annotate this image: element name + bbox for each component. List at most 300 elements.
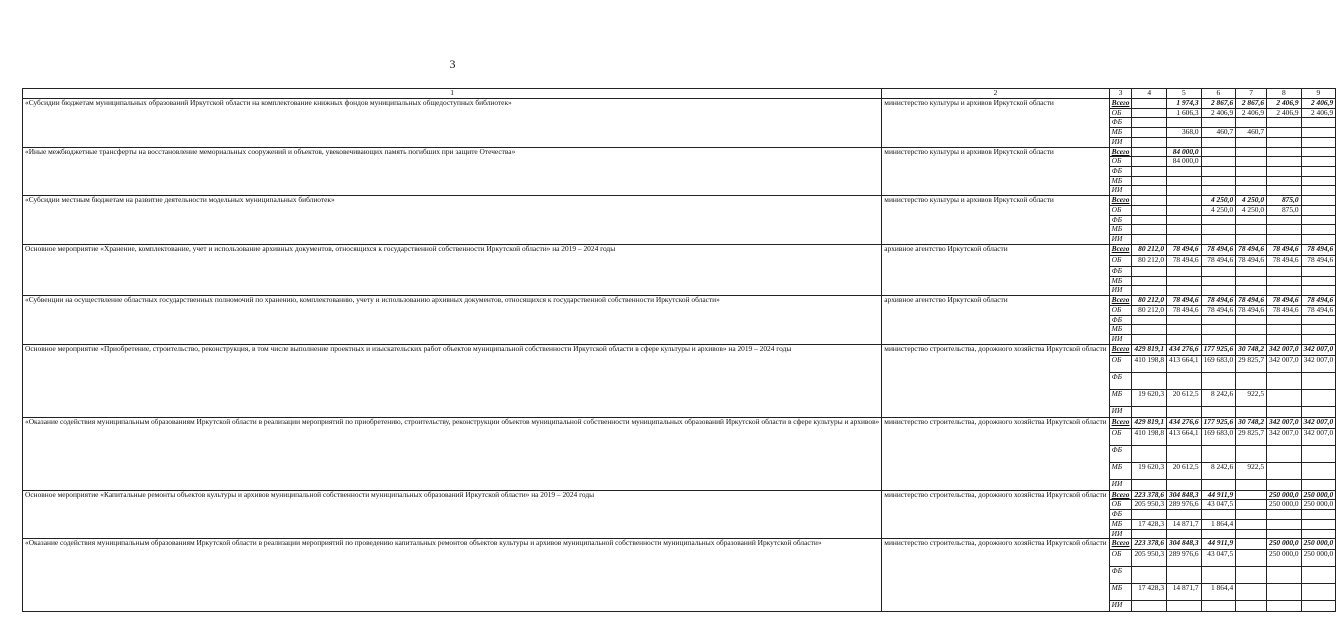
amount-cell: [1301, 519, 1336, 529]
amount-cell: 78 494,6: [1301, 296, 1336, 306]
amount-cell: [1132, 601, 1167, 612]
amount-cell: 1 864,4: [1201, 584, 1236, 601]
funding-source: ИИ: [1109, 137, 1132, 147]
amount-cell: [1267, 176, 1302, 186]
amount-cell: [1267, 406, 1302, 417]
amount-cell: [1301, 215, 1336, 225]
executor-name: министерство строительства, дорожного хозяйства Иркутской области: [882, 490, 1109, 539]
amount-cell: 78 494,6: [1167, 255, 1202, 266]
amount-cell: 250 000,0: [1301, 500, 1336, 510]
executor-name: министерство строительства, дорожного хозяйства Иркутской области: [882, 539, 1109, 612]
amount-cell: 250 000,0: [1267, 500, 1302, 510]
amount-cell: [1301, 166, 1336, 176]
amount-cell: [1132, 567, 1167, 584]
funding-source: МБ: [1109, 584, 1132, 601]
amount-cell: [1132, 266, 1167, 276]
table-row: [23, 344, 1336, 355]
amount-cell: 29 825,7: [1236, 428, 1267, 445]
amount-cell: 8 242,6: [1201, 462, 1236, 479]
table-row: [23, 147, 1336, 157]
funding-source: ФБ: [1109, 215, 1132, 225]
amount-cell: 922,5: [1236, 389, 1267, 406]
funding-source: ФБ: [1109, 510, 1132, 520]
amount-cell: [1201, 176, 1236, 186]
amount-cell: 17 428,3: [1132, 584, 1167, 601]
amount-cell: [1301, 147, 1336, 157]
amount-cell: [1167, 406, 1202, 417]
measure-name: «Иные межбюджетные трансферты на восстановление мемориальных сооружений и объектов, увековечивающих память погибших при защите Отечества»: [23, 147, 882, 196]
amount-cell: [1201, 567, 1236, 584]
funding-source: ОБ: [1109, 355, 1132, 372]
table-row: [23, 296, 1336, 306]
funding-source: Всего: [1109, 490, 1132, 500]
amount-cell: 19 620,3: [1132, 462, 1167, 479]
amount-cell: 342 007,0: [1267, 355, 1302, 372]
amount-cell: [1301, 176, 1336, 186]
amount-cell: 43 047,5: [1201, 500, 1236, 510]
amount-cell: [1132, 205, 1167, 215]
measure-name: «Субвенции на осуществление областных государственных полномочий по хранению, комплектованию, учету и использованию архивных документов, относящихся к государственной собственности Иркутской области»: [23, 296, 882, 345]
amount-cell: [1267, 137, 1302, 147]
amount-cell: 78 494,6: [1236, 305, 1267, 315]
amount-cell: [1132, 372, 1167, 389]
amount-cell: 78 494,6: [1201, 255, 1236, 266]
amount-cell: 922,5: [1236, 462, 1267, 479]
funding-source: ФБ: [1109, 266, 1132, 276]
amount-cell: 17 428,3: [1132, 519, 1167, 529]
funding-source: Всего: [1109, 244, 1132, 255]
amount-cell: [1236, 166, 1267, 176]
amount-cell: [1132, 445, 1167, 462]
column-header: 7: [1236, 89, 1267, 99]
amount-cell: 413 664,1: [1167, 428, 1202, 445]
funding-source: Всего: [1109, 196, 1132, 206]
amount-cell: [1167, 567, 1202, 584]
amount-cell: 78 494,6: [1301, 305, 1336, 315]
amount-cell: [1236, 335, 1267, 345]
amount-cell: 84 000,0: [1167, 157, 1202, 167]
amount-cell: [1267, 462, 1302, 479]
amount-cell: [1167, 510, 1202, 520]
funding-source: МБ: [1109, 225, 1132, 235]
amount-cell: 43 047,5: [1201, 550, 1236, 567]
amount-cell: [1267, 128, 1302, 138]
amount-cell: [1236, 372, 1267, 389]
measure-name: «Субсидии местным бюджетам на развитие деятельности модельных муниципальных библиотек»: [23, 196, 882, 245]
amount-cell: [1236, 500, 1267, 510]
amount-cell: [1267, 215, 1302, 225]
funding-source: ИИ: [1109, 186, 1132, 196]
amount-cell: 304 848,3: [1167, 490, 1202, 500]
amount-cell: [1236, 147, 1267, 157]
amount-cell: [1167, 315, 1202, 325]
amount-cell: [1267, 389, 1302, 406]
amount-cell: 78 494,6: [1201, 244, 1236, 255]
executor-name: министерство культуры и архивов Иркутской области: [882, 147, 1109, 196]
amount-cell: [1301, 372, 1336, 389]
page-number: 3: [449, 57, 456, 71]
amount-cell: 177 925,6: [1201, 417, 1236, 428]
amount-cell: [1267, 479, 1302, 490]
amount-cell: [1301, 128, 1336, 138]
funding-source: ОБ: [1109, 305, 1132, 315]
amount-cell: 4 250,0: [1201, 205, 1236, 215]
amount-cell: 2 406,9: [1301, 108, 1336, 118]
amount-cell: 342 007,0: [1301, 417, 1336, 428]
amount-cell: 20 612,5: [1167, 389, 1202, 406]
amount-cell: [1301, 445, 1336, 462]
amount-cell: 2 867,6: [1201, 98, 1236, 108]
measure-name: «Оказание содействия муниципальным образованиям Иркутской области в реализации мероприятий по приобретению, строительству, реконструкции объектов муниципальной собственности муниципальных образований Иркутской области в сфере культуры и архивов»: [23, 417, 882, 490]
executor-name: архивное агентство Иркутской области: [882, 244, 1109, 295]
amount-cell: 30 748,2: [1236, 417, 1267, 428]
amount-cell: 78 494,6: [1201, 296, 1236, 306]
funding-source: ОБ: [1109, 500, 1132, 510]
amount-cell: [1132, 118, 1167, 128]
amount-cell: 434 276,6: [1167, 417, 1202, 428]
amount-cell: 1 974,3: [1167, 98, 1202, 108]
amount-cell: 342 007,0: [1267, 344, 1302, 355]
amount-cell: 2 406,9: [1201, 108, 1236, 118]
funding-source: ФБ: [1109, 118, 1132, 128]
amount-cell: [1267, 118, 1302, 128]
amount-cell: [1236, 157, 1267, 167]
amount-cell: [1267, 335, 1302, 345]
funding-source: МБ: [1109, 325, 1132, 335]
amount-cell: [1267, 147, 1302, 157]
amount-cell: [1267, 325, 1302, 335]
amount-cell: 78 494,6: [1267, 255, 1302, 266]
amount-cell: [1132, 137, 1167, 147]
funding-source: ФБ: [1109, 567, 1132, 584]
amount-cell: 78 494,6: [1236, 244, 1267, 255]
amount-cell: 342 007,0: [1301, 344, 1336, 355]
amount-cell: 78 494,6: [1167, 305, 1202, 315]
amount-cell: [1301, 235, 1336, 245]
amount-cell: 44 911,9: [1201, 539, 1236, 550]
amount-cell: 78 494,6: [1301, 255, 1336, 266]
funding-source: ФБ: [1109, 315, 1132, 325]
column-header: 8: [1267, 89, 1302, 99]
funding-source: Всего: [1109, 98, 1132, 108]
amount-cell: 205 950,3: [1132, 500, 1167, 510]
amount-cell: [1201, 325, 1236, 335]
amount-cell: 8 242,6: [1201, 389, 1236, 406]
amount-cell: 169 683,0: [1201, 355, 1236, 372]
amount-cell: 30 748,2: [1236, 344, 1267, 355]
executor-name: министерство строительства, дорожного хозяйства Иркутской области: [882, 344, 1109, 417]
table-row: [23, 417, 1336, 428]
amount-cell: 14 871,7: [1167, 584, 1202, 601]
amount-cell: [1132, 510, 1167, 520]
amount-cell: [1301, 335, 1336, 345]
amount-cell: [1236, 529, 1267, 539]
amount-cell: 78 494,6: [1267, 244, 1302, 255]
amount-cell: 342 007,0: [1301, 428, 1336, 445]
amount-cell: [1236, 445, 1267, 462]
funding-source: МБ: [1109, 276, 1132, 286]
amount-cell: [1301, 567, 1336, 584]
amount-cell: 429 819,1: [1132, 344, 1167, 355]
amount-cell: 368,0: [1167, 128, 1202, 138]
amount-cell: [1301, 479, 1336, 490]
amount-cell: [1236, 490, 1267, 500]
amount-cell: 250 000,0: [1301, 550, 1336, 567]
amount-cell: 20 612,5: [1167, 462, 1202, 479]
amount-cell: [1167, 176, 1202, 186]
amount-cell: [1236, 567, 1267, 584]
amount-cell: [1267, 266, 1302, 276]
amount-cell: 223 378,6: [1132, 539, 1167, 550]
column-header: 4: [1132, 89, 1167, 99]
amount-cell: [1167, 372, 1202, 389]
amount-cell: [1167, 479, 1202, 490]
amount-cell: [1132, 157, 1167, 167]
column-header: 1: [23, 89, 882, 99]
amount-cell: 2 406,9: [1267, 98, 1302, 108]
amount-cell: [1201, 601, 1236, 612]
amount-cell: 4 250,0: [1201, 196, 1236, 206]
measure-name: «Субсидии бюджетам муниципальных образований Иркутской области на комплектование книжных фондов муниципальных общедоступных библиотек»: [23, 98, 882, 147]
amount-cell: [1132, 325, 1167, 335]
amount-cell: 875,0: [1267, 205, 1302, 215]
table-row: [23, 98, 1336, 108]
amount-cell: [1132, 225, 1167, 235]
amount-cell: [1301, 196, 1336, 206]
funding-source: Всего: [1109, 344, 1132, 355]
amount-cell: [1132, 406, 1167, 417]
amount-cell: [1167, 205, 1202, 215]
amount-cell: [1267, 567, 1302, 584]
amount-cell: 4 250,0: [1236, 205, 1267, 215]
amount-cell: 429 819,1: [1132, 417, 1167, 428]
funding-source: ОБ: [1109, 157, 1132, 167]
measure-name: Основное мероприятие «Хранение, комплектование, учет и использование архивных документов, относящихся к государственной собственности Иркутской области» на 2019 – 2024 годы: [23, 244, 882, 295]
amount-cell: [1267, 372, 1302, 389]
funding-source: ОБ: [1109, 205, 1132, 215]
amount-cell: [1167, 137, 1202, 147]
amount-cell: 78 494,6: [1236, 296, 1267, 306]
measure-name: Основное мероприятие «Капитальные ремонты объектов культуры и архивов муниципальной собственности муниципальных образований Иркутской области» на 2019 – 2024 годы: [23, 490, 882, 539]
amount-cell: [1301, 325, 1336, 335]
amount-cell: [1201, 276, 1236, 286]
amount-cell: [1267, 510, 1302, 520]
funding-source: ОБ: [1109, 108, 1132, 118]
amount-cell: [1132, 276, 1167, 286]
amount-cell: [1301, 266, 1336, 276]
amount-cell: 2 406,9: [1236, 108, 1267, 118]
amount-cell: 410 198,8: [1132, 428, 1167, 445]
amount-cell: 460,7: [1236, 128, 1267, 138]
amount-cell: [1167, 235, 1202, 245]
executor-name: министерство культуры и архивов Иркутской области: [882, 98, 1109, 147]
measure-name: «Оказание содействия муниципальным образованиям Иркутской области в реализации мероприятий по проведению капитальных ремонтов объектов культуры и архивов муниципальной собственности муниципальных образований Иркутской области»: [23, 539, 882, 612]
amount-cell: 80 212,0: [1132, 296, 1167, 306]
funding-source: Всего: [1109, 147, 1132, 157]
amount-cell: [1132, 108, 1167, 118]
amount-cell: [1201, 147, 1236, 157]
amount-cell: 177 925,6: [1201, 344, 1236, 355]
measure-name: Основное мероприятие «Приобретение, строительство, реконструкция, в том числе выполнение проектных и изыскательских работ объектов муниципальной собственности Иркутской области в сфере культуры и архивов» на 2019 – 2024 годы: [23, 344, 882, 417]
amount-cell: [1301, 276, 1336, 286]
amount-cell: [1132, 235, 1167, 245]
amount-cell: [1301, 118, 1336, 128]
amount-cell: [1301, 584, 1336, 601]
amount-cell: 460,7: [1201, 128, 1236, 138]
amount-cell: [1267, 315, 1302, 325]
amount-cell: [1132, 128, 1167, 138]
amount-cell: [1236, 235, 1267, 245]
amount-cell: [1267, 584, 1302, 601]
amount-cell: 78 494,6: [1236, 255, 1267, 266]
amount-cell: [1301, 510, 1336, 520]
amount-cell: 289 976,6: [1167, 550, 1202, 567]
amount-cell: [1267, 276, 1302, 286]
amount-cell: [1267, 166, 1302, 176]
funding-source: Всего: [1109, 539, 1132, 550]
amount-cell: 2 406,9: [1267, 108, 1302, 118]
executor-name: министерство строительства, дорожного хозяйства Иркутской области: [882, 417, 1109, 490]
column-header: 5: [1167, 89, 1202, 99]
amount-cell: 304 848,3: [1167, 539, 1202, 550]
amount-cell: [1201, 215, 1236, 225]
amount-cell: 78 494,6: [1267, 296, 1302, 306]
amount-cell: [1201, 137, 1236, 147]
amount-cell: 2 406,9: [1301, 98, 1336, 108]
amount-cell: [1167, 335, 1202, 345]
amount-cell: 169 683,0: [1201, 428, 1236, 445]
amount-cell: [1236, 325, 1267, 335]
amount-cell: [1201, 225, 1236, 235]
amount-cell: [1236, 137, 1267, 147]
amount-cell: [1167, 266, 1202, 276]
amount-cell: [1132, 315, 1167, 325]
amount-cell: [1167, 276, 1202, 286]
amount-cell: [1267, 157, 1302, 167]
amount-cell: 410 198,8: [1132, 355, 1167, 372]
amount-cell: [1132, 479, 1167, 490]
amount-cell: [1167, 601, 1202, 612]
amount-cell: [1201, 166, 1236, 176]
amount-cell: 342 007,0: [1267, 428, 1302, 445]
amount-cell: 250 000,0: [1267, 490, 1302, 500]
amount-cell: [1236, 225, 1267, 235]
amount-cell: [1301, 462, 1336, 479]
amount-cell: [1301, 225, 1336, 235]
amount-cell: [1201, 510, 1236, 520]
amount-cell: 80 212,0: [1132, 305, 1167, 315]
amount-cell: [1236, 406, 1267, 417]
amount-cell: 223 378,6: [1132, 490, 1167, 500]
funding-source: ИИ: [1109, 529, 1132, 539]
amount-cell: 875,0: [1267, 196, 1302, 206]
column-header: 3: [1109, 89, 1132, 99]
amount-cell: 1 606,3: [1167, 108, 1202, 118]
amount-cell: [1267, 225, 1302, 235]
amount-cell: [1236, 215, 1267, 225]
amount-cell: 250 000,0: [1301, 490, 1336, 500]
amount-cell: [1236, 479, 1267, 490]
amount-cell: [1132, 335, 1167, 345]
amount-cell: [1267, 235, 1302, 245]
funding-source: МБ: [1109, 176, 1132, 186]
funding-source: МБ: [1109, 462, 1132, 479]
amount-cell: 342 007,0: [1267, 417, 1302, 428]
amount-cell: [1167, 325, 1202, 335]
funding-source: ИИ: [1109, 479, 1132, 490]
funding-source: ОБ: [1109, 428, 1132, 445]
amount-cell: 413 664,1: [1167, 355, 1202, 372]
amount-cell: [1132, 176, 1167, 186]
amount-cell: 14 871,7: [1167, 519, 1202, 529]
amount-cell: 84 000,0: [1167, 147, 1202, 157]
budget-table: [22, 88, 1336, 612]
amount-cell: [1201, 266, 1236, 276]
funding-source: ИИ: [1109, 601, 1132, 612]
amount-cell: 205 950,3: [1132, 550, 1167, 567]
amount-cell: [1236, 601, 1267, 612]
amount-cell: 78 494,6: [1167, 296, 1202, 306]
amount-cell: [1167, 196, 1202, 206]
table-row: [23, 244, 1336, 255]
amount-cell: 78 494,6: [1267, 305, 1302, 315]
amount-cell: 250 000,0: [1301, 539, 1336, 550]
funding-source: ИИ: [1109, 335, 1132, 345]
column-header: 9: [1301, 89, 1336, 99]
amount-cell: [1201, 157, 1236, 167]
amount-cell: 289 976,6: [1167, 500, 1202, 510]
amount-cell: [1301, 315, 1336, 325]
amount-cell: [1201, 335, 1236, 345]
funding-source: Всего: [1109, 417, 1132, 428]
amount-cell: [1132, 166, 1167, 176]
amount-cell: [1132, 186, 1167, 196]
amount-cell: [1167, 186, 1202, 196]
amount-cell: [1132, 196, 1167, 206]
amount-cell: [1267, 519, 1302, 529]
amount-cell: [1236, 539, 1267, 550]
amount-cell: [1167, 166, 1202, 176]
amount-cell: [1167, 225, 1202, 235]
funding-source: ИИ: [1109, 235, 1132, 245]
amount-cell: [1201, 235, 1236, 245]
amount-cell: 80 212,0: [1132, 244, 1167, 255]
amount-cell: 44 911,9: [1201, 490, 1236, 500]
amount-cell: [1301, 186, 1336, 196]
amount-cell: [1132, 215, 1167, 225]
executor-name: архивное агентство Иркутской области: [882, 296, 1109, 345]
amount-cell: 1 864,4: [1201, 519, 1236, 529]
amount-cell: 434 276,6: [1167, 344, 1202, 355]
funding-source: МБ: [1109, 128, 1132, 138]
funding-source: Всего: [1109, 296, 1132, 306]
amount-cell: [1301, 601, 1336, 612]
amount-cell: 78 494,6: [1201, 305, 1236, 315]
amount-cell: [1201, 479, 1236, 490]
amount-cell: 78 494,6: [1301, 244, 1336, 255]
executor-name: министерство культуры и архивов Иркутской области: [882, 196, 1109, 245]
funding-source: ОБ: [1109, 255, 1132, 266]
amount-cell: [1236, 176, 1267, 186]
amount-cell: 4 250,0: [1236, 196, 1267, 206]
amount-cell: [1236, 315, 1267, 325]
amount-cell: 250 000,0: [1267, 539, 1302, 550]
funding-source: ИИ: [1109, 406, 1132, 417]
amount-cell: [1201, 445, 1236, 462]
amount-cell: [1301, 157, 1336, 167]
amount-cell: 342 007,0: [1301, 355, 1336, 372]
amount-cell: [1167, 445, 1202, 462]
